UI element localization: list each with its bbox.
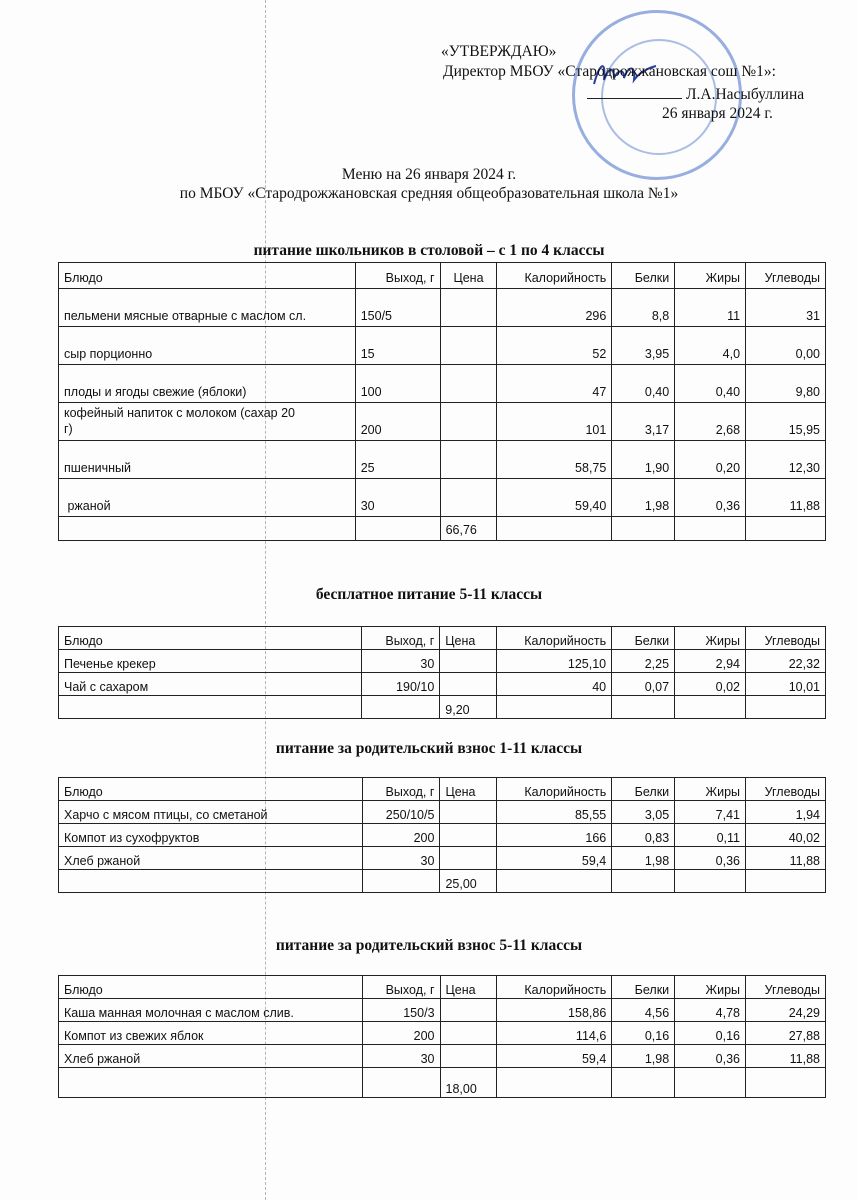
protein: 1,98 [612,847,675,870]
table-row [59,365,826,403]
kcal: 47 [497,365,612,403]
total-price: 18,00 [440,1068,497,1098]
yield: 200 [362,1022,440,1045]
fat: 0,02 [675,673,746,696]
kcal: 158,86 [497,999,612,1022]
price [440,801,497,824]
dish: пшеничный [59,441,356,479]
carbs: 1,94 [746,801,826,824]
empty-cell [497,517,612,541]
table-row [59,673,826,696]
dish: Харчо с мясом птицы, со сметаной [59,801,363,824]
section-heading-3: питание за родительский взнос 1-11 классы [275,740,583,757]
protein: 8,8 [612,289,675,327]
protein: 1,90 [612,441,675,479]
kcal: 58,75 [497,441,612,479]
total-price: 25,00 [440,870,497,893]
col-yield: Выход, г [355,263,440,289]
kcal: 166 [497,824,612,847]
table-row [59,1022,826,1045]
empty-cell [59,870,363,893]
table-row [59,327,826,365]
col-price: Цена [440,778,497,801]
col-fat: Жиры [675,778,746,801]
carbs: 40,02 [746,824,826,847]
protein: 0,07 [612,673,675,696]
menu-table-4 [58,975,826,1098]
fat: 0,16 [675,1022,746,1045]
empty-cell [675,696,746,719]
table-row [59,479,826,517]
col-kcal: Калорийность [497,263,612,289]
empty-cell [746,517,826,541]
price [440,847,497,870]
fat: 4,0 [675,327,746,365]
table-header-row [59,976,826,999]
fat: 2,94 [675,650,746,673]
yield: 30 [362,847,440,870]
empty-cell [675,517,746,541]
empty-cell [745,696,825,719]
yield: 150/5 [355,289,440,327]
dish: пельмени мясные отварные с маслом сл. [59,289,356,327]
kcal: 52 [497,327,612,365]
price [440,479,497,517]
carbs: 11,88 [746,847,826,870]
total-price: 9,20 [440,696,497,719]
table-row [59,847,826,870]
kcal: 101 [497,403,612,441]
yield: 190/10 [362,673,440,696]
protein: 0,16 [612,1022,675,1045]
fat: 0,36 [675,847,746,870]
dish: плоды и ягоды свежие (яблоки) [59,365,356,403]
yield: 250/10/5 [362,801,440,824]
protein: 3,05 [612,801,675,824]
dish: ржаной [59,479,356,517]
col-fat: Жиры [675,627,746,650]
fat: 11 [675,289,746,327]
empty-cell [59,517,356,541]
col-kcal: Калорийность [497,627,612,650]
table-row [59,441,826,479]
table-header-row [59,627,826,650]
col-protein: Белки [612,976,675,999]
menu-table-2 [58,626,826,719]
approval-name: Л.А.Насыбуллина [686,86,805,103]
section-heading-2: бесплатное питание 5-11 классы [315,586,543,603]
carbs: 0,00 [746,327,826,365]
yield: 30 [355,479,440,517]
kcal: 125,10 [497,650,612,673]
carbs: 24,29 [746,999,826,1022]
price [440,289,497,327]
yield: 200 [355,403,440,441]
table-header-row [59,778,826,801]
total-row [59,696,826,719]
protein: 4,56 [612,999,675,1022]
carbs: 11,88 [746,479,826,517]
dish: Хлеб ржаной [59,847,363,870]
empty-cell [59,696,362,719]
carbs: 31 [746,289,826,327]
page-title: Меню на 26 января 2024 г. [341,166,517,183]
empty-cell [612,870,675,893]
table-row [59,824,826,847]
col-price: Цена [440,976,497,999]
dish: Компот из сухофруктов [59,824,363,847]
price [440,365,497,403]
carbs: 22,32 [745,650,825,673]
dish: Печенье крекер [59,650,362,673]
empty-cell [612,517,675,541]
protein: 1,98 [612,1045,675,1068]
col-protein: Белки [612,263,675,289]
dish [59,403,356,441]
table-header-row [59,263,826,289]
yield: 30 [362,650,440,673]
approval-heading: «УТВЕРЖДАЮ» [441,43,557,60]
dish: сыр порционно [59,327,356,365]
col-price: Цена [440,263,497,289]
col-protein: Белки [612,778,675,801]
protein: 3,95 [612,327,675,365]
price [440,327,497,365]
carbs: 9,80 [746,365,826,403]
menu-table-1 [58,262,826,541]
empty-cell [59,1068,363,1098]
protein: 0,83 [612,824,675,847]
price [440,1022,497,1045]
empty-cell [612,696,675,719]
dish-line-1: кофейный напиток с молоком (сахар 20 [64,406,295,420]
yield: 15 [355,327,440,365]
total-row [59,517,826,541]
yield: 200 [362,824,440,847]
empty-cell [612,1068,675,1098]
section-heading-4: питание за родительский взнос 5-11 классы [275,937,583,954]
fat: 0,36 [675,479,746,517]
price [440,824,497,847]
table-row [59,650,826,673]
col-yield: Выход, г [362,627,440,650]
price [440,999,497,1022]
col-dish: Блюдо [59,263,356,289]
empty-cell [362,870,440,893]
dish: Хлеб ржаной [59,1045,363,1068]
protein: 0,40 [612,365,675,403]
price [440,650,497,673]
kcal: 59,40 [497,479,612,517]
yield: 100 [355,365,440,403]
fat: 7,41 [675,801,746,824]
col-carbs: Углеводы [746,976,826,999]
table-row [59,289,826,327]
price [440,441,497,479]
dish: Компот из свежих яблок [59,1022,363,1045]
empty-cell [746,1068,826,1098]
fat: 2,68 [675,403,746,441]
col-kcal: Калорийность [497,778,612,801]
dish: Каша манная молочная с маслом слив. [59,999,363,1022]
fat: 0,36 [675,1045,746,1068]
empty-cell [497,1068,612,1098]
total-row [59,870,826,893]
signature-underline [587,84,682,99]
col-dish: Блюдо [59,627,362,650]
col-carbs: Углеводы [746,263,826,289]
table-row [59,999,826,1022]
fat: 0,40 [675,365,746,403]
page-subtitle: по МБОУ «Стародрожжановская средняя общеобразовательная школа №1» [179,185,679,202]
dish: Чай с сахаром [59,673,362,696]
carbs: 11,88 [746,1045,826,1068]
col-carbs: Углеводы [745,627,825,650]
protein: 1,98 [612,479,675,517]
table-row [59,801,826,824]
col-fat: Жиры [675,263,746,289]
carbs: 12,30 [746,441,826,479]
approval-signature-line [587,84,804,105]
empty-cell [362,696,440,719]
table-row [59,403,826,441]
empty-cell [675,1068,746,1098]
menu-table-3 [58,777,826,893]
yield: 30 [362,1045,440,1068]
table-row [59,1045,826,1068]
price [440,403,497,441]
yield: 25 [355,441,440,479]
protein: 2,25 [612,650,675,673]
kcal: 85,55 [497,801,612,824]
protein: 3,17 [612,403,675,441]
carbs: 10,01 [745,673,825,696]
col-yield: Выход, г [362,976,440,999]
empty-cell [497,696,612,719]
fat: 0,20 [675,441,746,479]
section-heading-1: питание школьников в столовой – с 1 по 4 классы [253,242,605,259]
total-row [59,1068,826,1098]
carbs: 15,95 [746,403,826,441]
col-dish: Блюдо [59,778,363,801]
kcal: 114,6 [497,1022,612,1045]
kcal: 59,4 [497,847,612,870]
approval-date: 26 января 2024 г. [662,105,773,122]
empty-cell [746,870,826,893]
col-protein: Белки [612,627,675,650]
carbs: 27,88 [746,1022,826,1045]
empty-cell [497,870,612,893]
col-carbs: Углеводы [746,778,826,801]
dish-line-2: г) [64,422,73,436]
col-dish: Блюдо [59,976,363,999]
kcal: 59,4 [497,1045,612,1068]
price [440,1045,497,1068]
total-price: 66,76 [440,517,497,541]
col-yield: Выход, г [362,778,440,801]
yield: 150/3 [362,999,440,1022]
col-fat: Жиры [675,976,746,999]
col-price: Цена [440,627,497,650]
kcal: 40 [497,673,612,696]
fat: 0,11 [675,824,746,847]
empty-cell [362,1068,440,1098]
kcal: 296 [497,289,612,327]
empty-cell [355,517,440,541]
fat: 4,78 [675,999,746,1022]
empty-cell [675,870,746,893]
approval-director: Директор МБОУ «Стародрожжановская сош №1»: [443,63,776,80]
price [440,673,497,696]
approval-block [441,42,805,122]
col-kcal: Калорийность [497,976,612,999]
